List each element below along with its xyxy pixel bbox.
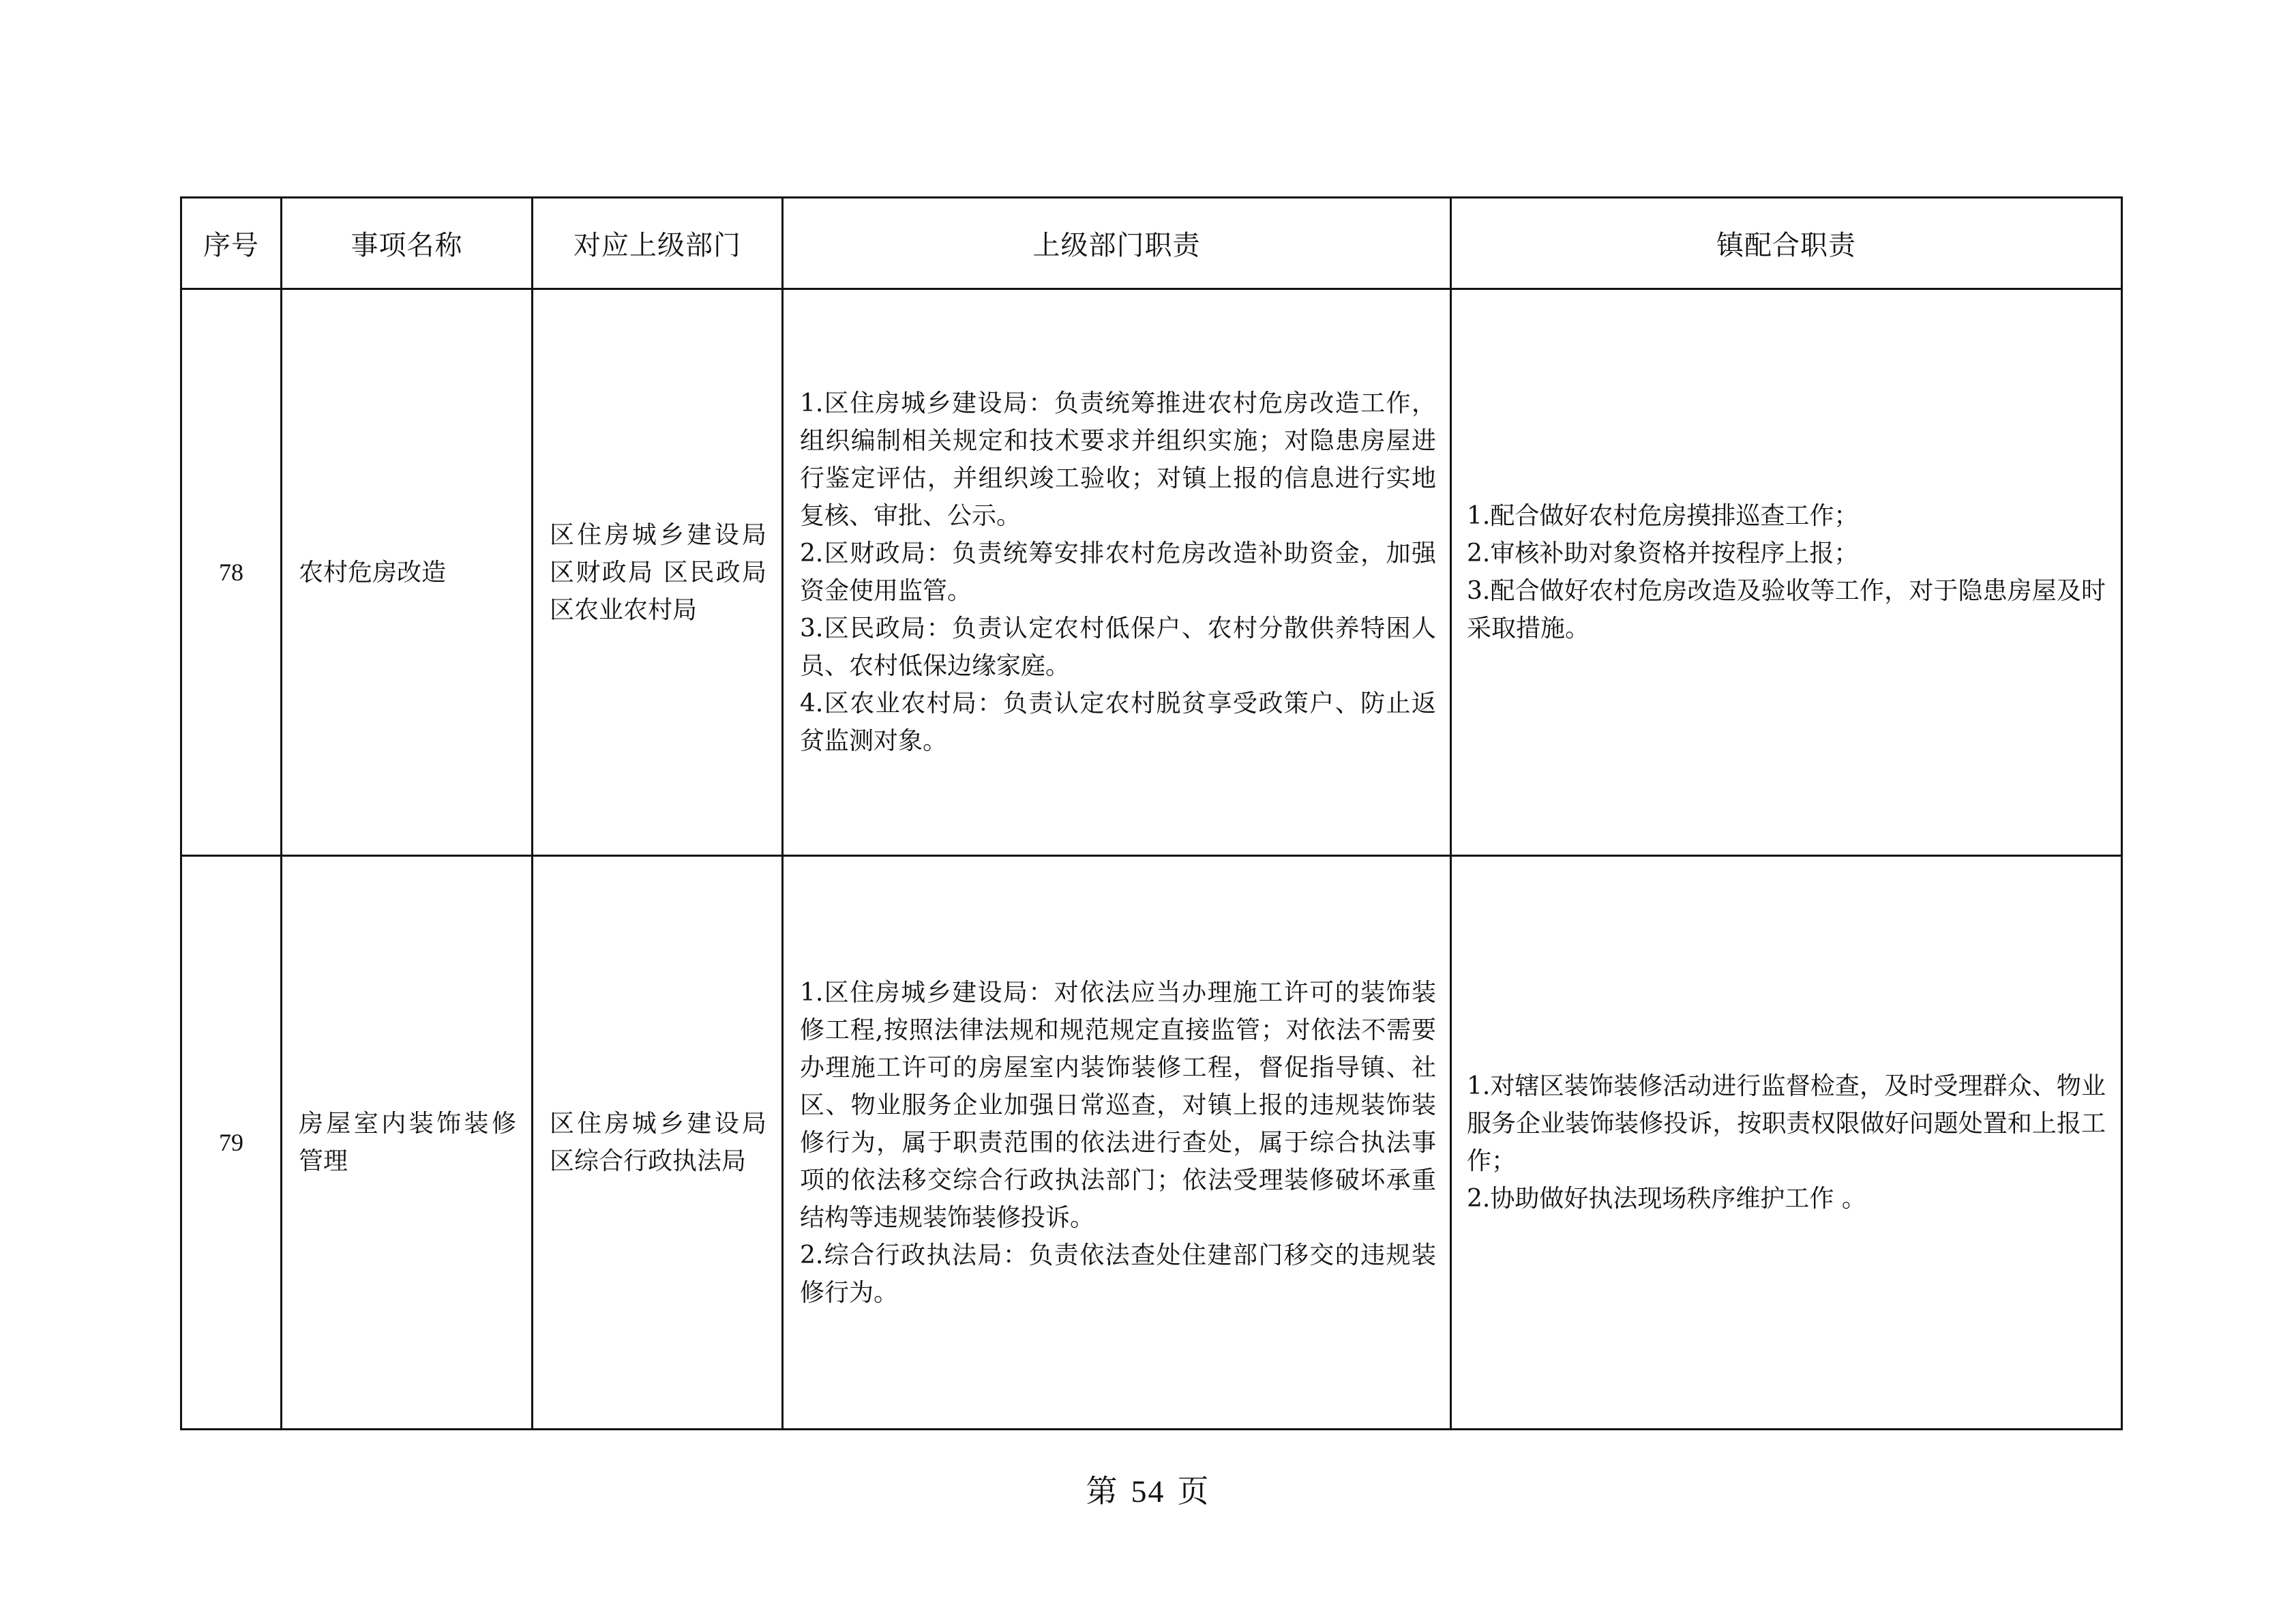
upper-department-duty <box>783 289 1451 856</box>
upper-department <box>533 289 783 856</box>
header-item-name: 事项名称 <box>282 198 533 289</box>
item-name-text: 房屋室内装饰装修管理 <box>299 1110 516 1175</box>
header-town-duty: 镇配合职责 <box>1451 198 2122 289</box>
row-number: 78 <box>181 289 282 856</box>
town-duty-text: 1.配合做好农村危房摸排巡查工作； 2.审核补助对象资格并按程序上报； 3.配合做好农村危房改造及验收等工作，对于隐患房屋及时采取措施。 <box>1467 502 2106 643</box>
page-number: 54 <box>1131 1474 1165 1509</box>
header-upper-department: 对应上级部门 <box>533 198 783 289</box>
upper-department-text: 区住房城乡建设局 区财政局 区民政局 区农业农村局 <box>550 520 766 624</box>
town-duty-text: 1.对辖区装饰装修活动进行监督检查，及时受理群众、物业服务企业装饰装修投诉，按职责权限做好问题处置和上报工作； 2.协助做好执法现场秩序维护工作 。 <box>1467 1072 2106 1213</box>
page-suffix: 页 <box>1177 1473 1210 1509</box>
header-no: 序号 <box>181 198 282 289</box>
page-number-footer <box>0 1466 2296 1511</box>
header-upper-department-duty: 上级部门职责 <box>783 198 1451 289</box>
upper-department <box>533 856 783 1430</box>
upper-department-duty-text: 1.区住房城乡建设局：负责统筹推进农村危房改造工作，组织编制相关规定和技术要求并组织实施；对隐患房屋进行鉴定评估，并组织竣工验收；对镇上报的信息进行实地复核、审批、公示。 2.区财政局：负责统筹安排农村危房改造补助资金，加强资金使用监管。 3.区民政局：负责认定农村低保户、农村分散供养特困人员、农村低保边缘家庭。 4.区农业农村局：负责认定农村脱贫享受政策户、防止返贫监测对象。 <box>800 389 1436 755</box>
page-prefix: 第 <box>1086 1473 1119 1509</box>
table-header-row <box>181 198 2122 289</box>
upper-department-duty-text: 1.区住房城乡建设局：对依法应当办理施工许可的装饰装修工程,按照法律法规和规范规定直接监管；对依法不需要办理施工许可的房屋室内装饰装修工程，督促指导镇、社区、物业服务企业加强日常巡查，对镇上报的违规装饰装修行为，属于职责范围的依法进行查处，属于综合执法事项的依法移交综合行政执法部门；依法受理装修破坏承重结构等违规装饰装修投诉。 2.综合行政执法局：负责依法查处住建部门移交的违规装修行为。 <box>800 978 1436 1307</box>
row-number: 79 <box>181 856 282 1430</box>
item-name <box>282 289 533 856</box>
responsibility-table <box>180 196 2123 1430</box>
town-duty <box>1451 289 2122 856</box>
upper-department-text: 区住房城乡建设局 区综合行政执法局 <box>550 1110 766 1175</box>
item-name <box>282 856 533 1430</box>
item-name-text: 农村危房改造 <box>299 558 447 587</box>
upper-department-duty <box>783 856 1451 1430</box>
town-duty <box>1451 856 2122 1430</box>
table-row <box>181 289 2122 856</box>
table-row <box>181 856 2122 1430</box>
